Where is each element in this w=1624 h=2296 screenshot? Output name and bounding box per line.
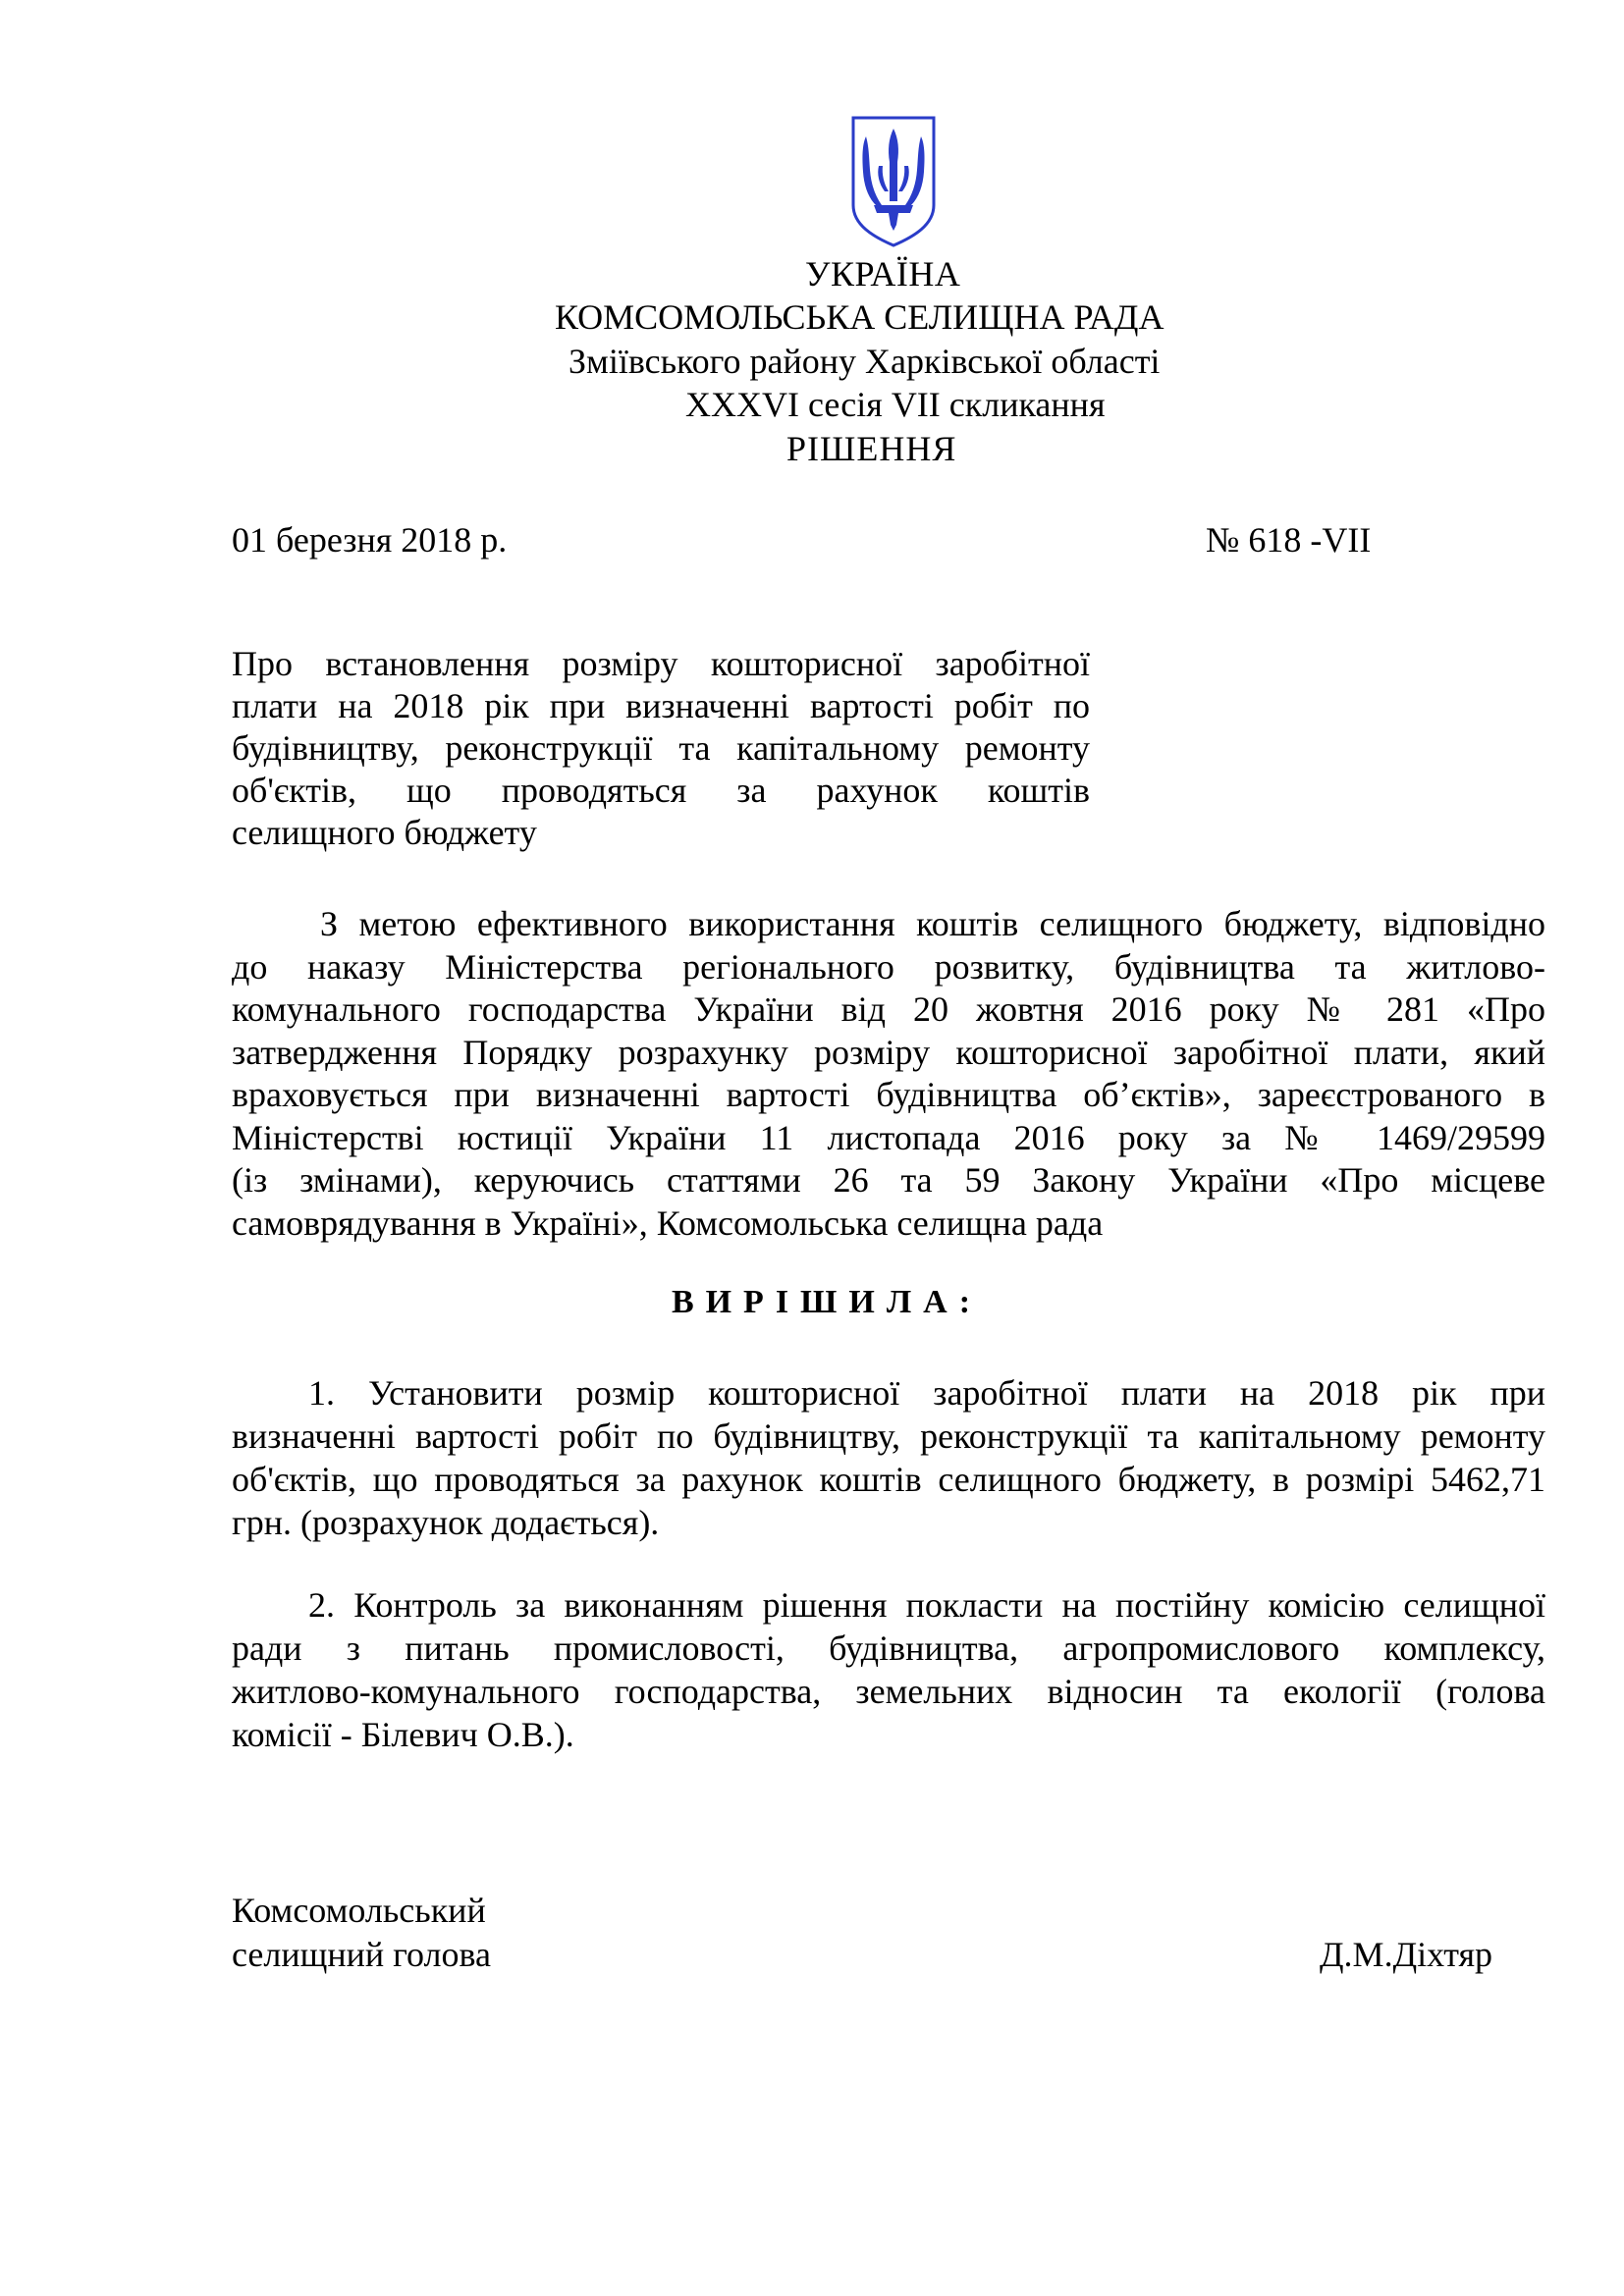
decision-subject: [232, 643, 1090, 854]
item-line: комісії - Білевич О.В.).: [232, 1715, 574, 1754]
subject-line: об'єктів, що проводяться за рахунок коштів: [232, 771, 1090, 810]
item-line: об'єктів, що проводяться за рахунок коштів селищного бюджету, в розмірі 5462,71: [232, 1460, 1545, 1499]
item-line: 1. Установити розмір кошторисної заробітної плати на 2018 рік при: [308, 1373, 1545, 1413]
signatory-title-line: Комсомольський: [232, 1891, 486, 1930]
subject-line: будівництву, реконструкції та капітальному ремонту: [232, 728, 1090, 768]
decided-heading: ВИРІШИЛА:: [671, 1284, 983, 1320]
item-line: визначенні вартості робіт по будівництву, реконструкції та капітальному ремонту: [232, 1416, 1545, 1456]
header-district: Зміївського району Харківської області: [568, 342, 1161, 381]
signatory-title: [232, 1889, 491, 1977]
preamble-paragraph: [232, 903, 1545, 1245]
subject-line: плати на 2018 рік при визначенні вартості робіт по: [232, 686, 1090, 725]
signatory-title-line: селищний голова: [232, 1935, 492, 1974]
item-line: грн. (розрахунок додається).: [232, 1503, 660, 1542]
preamble-line: враховується при визначенні вартості будівництва об’єктів», зареєстрованого в: [232, 1075, 1545, 1114]
subject-line: Про встановлення розміру кошторисної заробітної: [232, 644, 1090, 683]
header-council: КОМСОМОЛЬСЬКА СЕЛИЩНА РАДА: [555, 297, 1164, 337]
trident-coat-of-arms-icon: [849, 115, 938, 248]
item-line: 2. Контроль за виконанням рішення покласти на постійну комісію селищної: [308, 1585, 1545, 1625]
header-country: УКРАЇНА: [805, 254, 961, 294]
signatory-name: Д.М.Діхтяр: [1320, 1935, 1493, 1974]
decision-item-1: [232, 1371, 1545, 1544]
decision-item-2: [232, 1583, 1545, 1756]
item-line: житлово-комунального господарства, земельних відносин та екології (голова: [232, 1672, 1545, 1711]
preamble-line: до наказу Міністерства регіонального розвитку, будівництва та житлово-: [232, 946, 1545, 987]
subject-line: селищного бюджету: [232, 813, 537, 852]
document-date: 01 березня 2018 р.: [232, 520, 508, 560]
preamble-line: З метою ефективного використання коштів селищного бюджету, відповідно: [320, 904, 1545, 943]
preamble-line: комунального господарства України від 20 жовтня 2016 року № 281 «Про: [232, 989, 1545, 1029]
document-number: № 618 -VII: [1206, 520, 1372, 560]
preamble-line: затвердження Порядку розрахунку розміру кошторисної заробітної плати, який: [232, 1032, 1545, 1072]
document-type: РІШЕННЯ: [786, 429, 957, 468]
preamble-line: Міністерстві юстиції України 11 листопада 2016 року за № 1469/29599: [232, 1117, 1545, 1157]
preamble-line: (із змінами), керуючись статтями 26 та 59 Закону України «Про місцеве: [232, 1160, 1545, 1200]
preamble-line: самоврядування в Україні», Комсомольська селищна рада: [232, 1202, 1104, 1243]
item-line: ради з питань промисловості, будівництва, агропромислового комплексу,: [232, 1629, 1545, 1668]
header-session: XXXVI сесія VII скликання: [685, 385, 1106, 424]
